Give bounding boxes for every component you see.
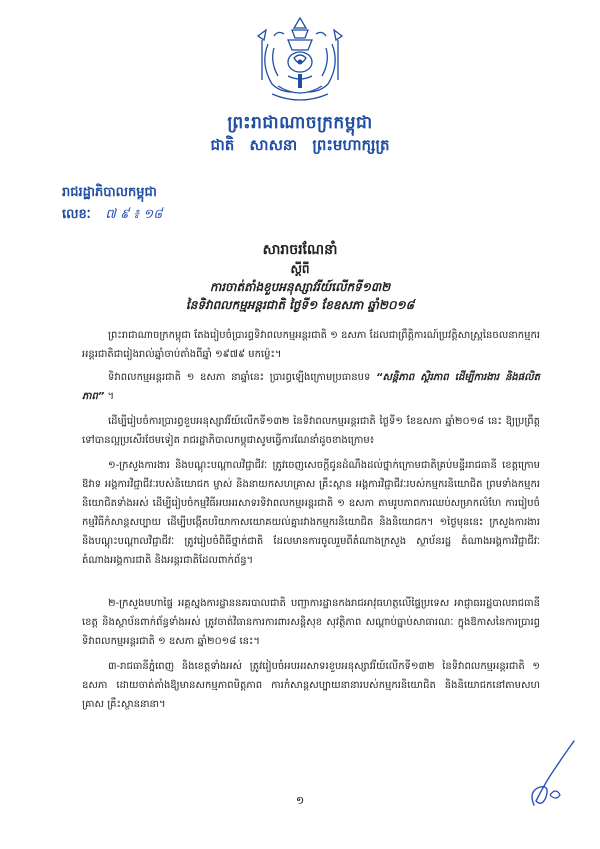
kingdom-title: ព្រះរាជាណាចក្រកម្ពុជា: [227, 113, 373, 133]
paragraph-theme: [82, 368, 540, 406]
handwritten-initials-signature: [520, 735, 580, 815]
issuing-authority: រាជរដ្ឋាភិបាលកម្ពុជា: [62, 185, 157, 200]
reference-number: [62, 206, 162, 225]
theme-end-text: ។: [104, 391, 115, 402]
royal-coat-of-arms-icon: [248, 14, 352, 106]
paragraph-intro: ព្រះរាជាណាចក្រកម្ពុជា តែងរៀបចំប្រារព្ធទិវាពលកម្មអន្តរជាតិ ១ ឧសភា ដែលជាព្រឹត្តិការណ៍ប្រវត្តិសាស្ត្រនៃចលនាកម្មករអន្តរជាតិជារៀងរាល់ឆ្នាំចាប់តាំងពីឆ្នាំ ១៩៧៩ មកម្ល៉េះ។: [82, 330, 540, 360]
theme-text: “សន្តិភាព ស្ថិរភាព ដើម្បីការងារ និងផលិតភាព”: [82, 372, 540, 402]
page-number: ១: [295, 794, 305, 807]
reference-label: លេខៈ: [62, 207, 91, 222]
paragraph-instructions-intro: ដើម្បីរៀបចំការប្រារព្ធខួបអនុស្សាវរីយ៍លើកទី១៣២ នៃទិវាពលកម្មអន្តរជាតិ ថ្ងៃទី១ ខែឧសភា ឆ្នាំ២០១៨ នេះ ឱ្យប្រព្រឹត្តទៅបានល្អប្រសើរថែមទៀត រាជរដ្ឋាភិបាលកម្ពុជាសូមធ្វើការណែនាំដូចខាងក្រោម៖: [82, 416, 540, 446]
reference-handwritten-number: ៧ ៩ ៖ ១៨: [105, 207, 163, 222]
subject-line-2: នៃទិវាពលកម្មអន្តរជាតិ ថ្ងៃទី១ ខែឧសភា ឆ្នាំ២០១៨: [185, 298, 415, 312]
paragraph-item-2: ២-ក្រសួងមហាផ្ទៃ អគ្គស្នងការដ្ឋាននគរបាលជាតិ បញ្ជាការដ្ឋានកងរាជអាវុធហត្ថលើផ្ទៃប្រទេស អាជ្ញាធររដ្ឋបាលរាជធានី ខេត្ត និងស្ថាប័នពាក់ព័ន្ធទាំងអស់ ត្រូវចាត់វិធានការការពារសន្តិសុខ សុវត្ថិភាព សណ្តាប់ធ្នាប់សាធារណៈ ក្នុងឱកាសនៃការប្រារព្ធទិវាពលកម្មអន្តរជាតិ ១ ឧសភា ឆ្នាំ២០១៨ នេះ។: [82, 598, 540, 647]
subject-line-1: ការចាត់តាំងខួបអនុស្សាវរីយ៍លើកទី១៣២: [209, 280, 391, 294]
paragraph-item-1: ១-ក្រសួងការងារ និងបណ្តុះបណ្តាលវិជ្ជាជីវៈ ត្រូវចេញសេចក្តីជូនដំណឹងដល់ថ្នាក់ក្រោមជាតិគ្រប់មន្ទីររាជធានី ខេត្តក្រោមឱវាទ អង្គការវិជ្ជាជីវៈរបស់និយោជក ម្ចាស់ និងនាយកសហគ្រាស គ្រឹះស្ថាន អង្គការវិជ្ជាជីវៈរបស់កម្មករនិយោជិត ព្រមទាំងកម្មករនិយោជិតទាំងអស់ ដើម្បីរៀបចំកម្មវិធីអបអរសាទរទិវាពលកម្មអន្តរជាតិ ១ ឧសភា តាមរូបភាពការឈប់សម្រាកលំហែ ការរៀបចំកម្មវិធីកំសាន្តសប្បាយ ដើម្បីបង្កើតបរិយាកាសយោគយល់គ្នារវាងកម្មករនិយោជិត និងនិយោជក។ ១ថ្ងៃមុននេះ ក្រសួងការងារ និងបណ្តុះបណ្តាលវិជ្ជាជីវៈ ត្រូវរៀបចំពិធីថ្នាក់ជាតិ ដែលមានការចូលរួមពីតំណាងក្រសួង ស្ថាប័នរដ្ឋ តំណាងអង្គការវិជ្ជាជីវៈ តំណាងអង្គការជាតិ និងអន្តរជាតិដែលពាក់ព័ន្ធ។: [82, 460, 540, 566]
document-type-title: សារាចរណែនាំ: [262, 242, 338, 258]
theme-intro-text: ទិវាពលកម្មអន្តរជាតិ ១ ឧសភា នាឆ្នាំនេះ ប្រារព្ធឡើងក្រោមប្រធានបទ: [108, 372, 377, 383]
national-motto: ជាតិ សាសនា ព្រះមហាក្សត្រ: [210, 136, 390, 154]
paragraph-item-3: ៣-រាជធានីភ្នំពេញ និងខេត្តទាំងអស់ ត្រូវរៀបចំអបអរសាទរខួបអនុស្សាវរីយ៍លើកទី១៣២ នៃទិវាពលកម្មអន្តរជាតិ ១ ឧសភា ដោយចាត់តាំងឱ្យមានសកម្មភាពមិត្តភាព ការកំសាន្តសប្បាយនានារបស់កម្មករនិយោជិត និងនិយោជកនៅតាមសហគ្រាស គ្រឹះស្ថាននានា។: [82, 661, 540, 710]
subject-label: ស្តីពី: [290, 262, 310, 276]
